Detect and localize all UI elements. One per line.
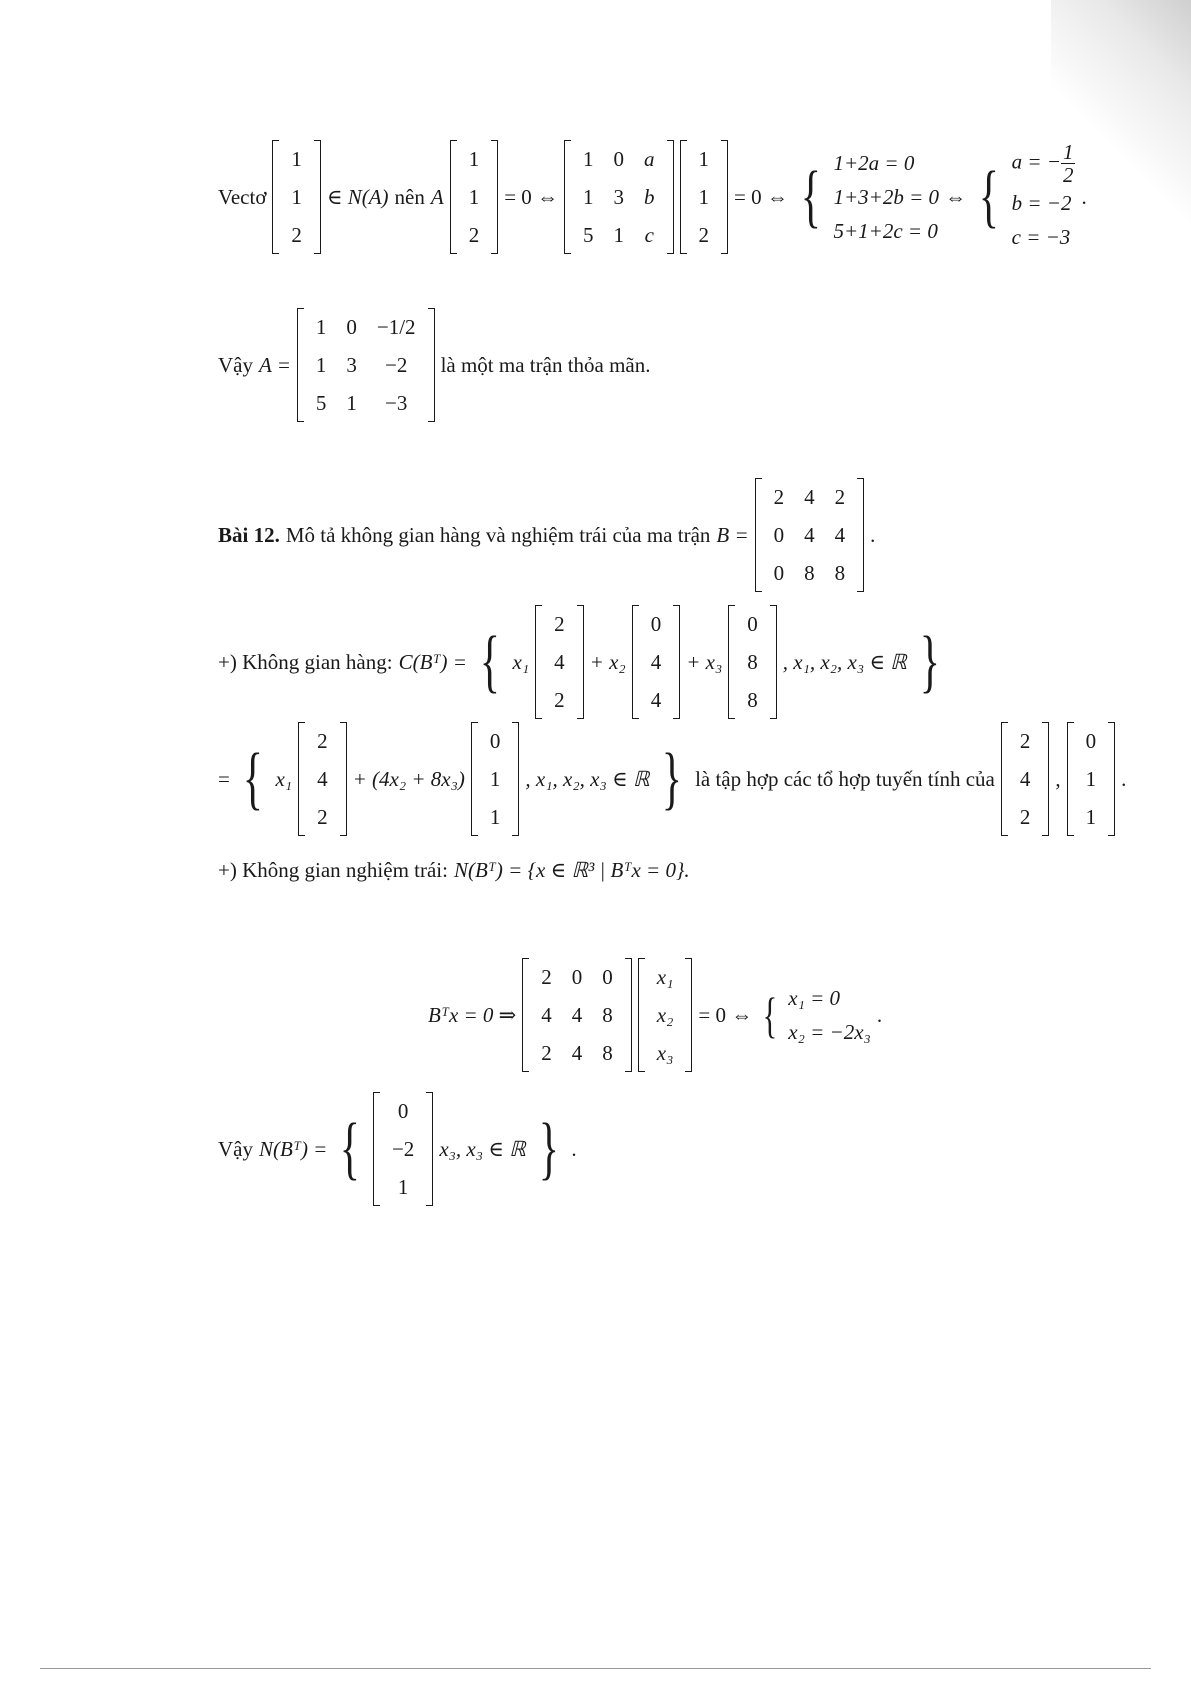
dot: . bbox=[1121, 766, 1127, 791]
matrix-cell: 4 bbox=[317, 767, 328, 791]
matrix-cell: −1/2 bbox=[376, 315, 416, 339]
matrix-cell: 1 bbox=[315, 315, 327, 339]
brace-open-2: { bbox=[242, 740, 263, 817]
matrix-cell: 8 bbox=[804, 561, 815, 585]
exercise-text: Mô tả không gian hàng và nghiệm trái của ma trận bbox=[285, 522, 711, 547]
matrix-cell: 2 bbox=[834, 485, 846, 509]
matrix-cell: 5 bbox=[315, 391, 327, 415]
matrix-A-final bbox=[297, 308, 435, 422]
matrix-cell: 1 bbox=[698, 147, 710, 171]
final-lhs: N(Bᵀ) = bbox=[259, 1136, 328, 1161]
line-vecto bbox=[218, 140, 1093, 254]
page-bottom-edge bbox=[40, 1668, 1151, 1669]
matrix-BT bbox=[522, 958, 632, 1072]
matrix-cell: 4 bbox=[650, 650, 662, 674]
dot: . bbox=[571, 1136, 577, 1161]
matrix-cell: 8 bbox=[834, 561, 846, 585]
system-1 bbox=[834, 146, 940, 248]
matrix-cell: 0 bbox=[613, 147, 625, 171]
brace-left: { bbox=[800, 158, 821, 235]
matrix-cell: x₁ bbox=[656, 965, 674, 989]
matrix-cell: 4 bbox=[650, 688, 662, 712]
matrix-cell: 2 bbox=[1019, 805, 1031, 829]
brace-eqn: { bbox=[763, 987, 778, 1043]
brace-final-close: } bbox=[538, 1110, 559, 1187]
text-eq0: = 0 ⇔ bbox=[504, 184, 559, 209]
vector-x bbox=[638, 958, 693, 1072]
line-row-space bbox=[218, 605, 952, 719]
matrix-cell: 4 bbox=[804, 485, 815, 509]
vector-242-b bbox=[1001, 722, 1050, 836]
matrix-cell: 4 bbox=[554, 650, 565, 674]
matrix-cell: 1 bbox=[613, 223, 625, 247]
matrix-cell: 2 bbox=[554, 612, 565, 636]
eqn-s1: x₁ = 0 bbox=[788, 986, 841, 1010]
eqn-s2: x₂ = −2x₃ bbox=[788, 1020, 871, 1044]
matrix-cell: 1 bbox=[489, 767, 501, 791]
matrix-cell: 1 bbox=[315, 353, 327, 377]
vector-112 bbox=[272, 140, 321, 254]
text-A: A bbox=[430, 184, 444, 209]
line-left-null bbox=[218, 858, 696, 883]
matrix-cell: 5 bbox=[583, 223, 594, 247]
vector-c3 bbox=[728, 605, 777, 719]
vector-c1 bbox=[535, 605, 584, 719]
brace-left-2: { bbox=[978, 158, 999, 235]
sys1-eq2: 1+3+2b = 0 bbox=[833, 185, 940, 209]
matrix-cell: 2 bbox=[541, 965, 552, 989]
matrix-B bbox=[755, 478, 865, 592]
text-tail: là một ma trận thỏa mãn. bbox=[440, 352, 651, 377]
matrix-cell: 2 bbox=[554, 688, 565, 712]
text-nen: nên bbox=[394, 184, 425, 209]
matrix-cell: 4 bbox=[541, 1003, 552, 1027]
matrix-cell: 3 bbox=[613, 185, 625, 209]
final-tail: x₃, x₃ ∈ ℝ bbox=[439, 1136, 526, 1161]
matrix-cell: 2 bbox=[773, 485, 785, 509]
text-in-NA: ∈ N(A) bbox=[326, 184, 389, 209]
matrix-cell: −2 bbox=[385, 353, 408, 377]
text-x3: + x₃ bbox=[686, 649, 723, 674]
matrix-cell: 4 bbox=[1019, 767, 1031, 791]
text-x2: + x₂ bbox=[589, 649, 626, 674]
comma: , bbox=[1055, 766, 1061, 791]
text-cond: , x₁, x₂, x₃ ∈ ℝ bbox=[782, 649, 907, 674]
vector-011 bbox=[471, 722, 520, 836]
matrix-cell: 0 bbox=[602, 965, 613, 989]
matrix-cell: 2 bbox=[1019, 729, 1031, 753]
line-vay-A bbox=[218, 308, 657, 422]
matrix-cell: 0 bbox=[397, 1099, 409, 1123]
matrix-cell: 0 bbox=[1085, 729, 1097, 753]
left-null-label: +) Không gian nghiệm trái: bbox=[218, 858, 448, 882]
matrix-cell: 2 bbox=[541, 1041, 552, 1065]
matrix-cell: 4 bbox=[571, 1003, 583, 1027]
left-null-def: N(Bᵀ) = {x ∈ ℝ³ | Bᵀx = 0}. bbox=[453, 858, 690, 882]
line-final bbox=[218, 1092, 583, 1206]
matrix-cell: 1 bbox=[468, 147, 480, 171]
brace-final-open: { bbox=[340, 1110, 361, 1187]
matrix-cell: 2 bbox=[291, 223, 302, 247]
matrix-cell: x₃ bbox=[656, 1041, 674, 1065]
line-row-space-2 bbox=[218, 722, 1132, 836]
system-eqn bbox=[788, 981, 871, 1049]
vector-112-c bbox=[680, 140, 729, 254]
matrix-cell: a bbox=[644, 147, 655, 171]
text-x1-2: x₁ bbox=[275, 766, 293, 791]
line-bai12 bbox=[218, 478, 881, 592]
vector-242 bbox=[298, 722, 347, 836]
matrix-cell: 8 bbox=[747, 650, 758, 674]
system-solution bbox=[1012, 141, 1076, 254]
matrix-cell: 1 bbox=[291, 147, 302, 171]
vector-c2 bbox=[632, 605, 681, 719]
matrix-cell: 1 bbox=[1085, 805, 1097, 829]
vector-n bbox=[373, 1092, 433, 1206]
matrix-cell: 8 bbox=[602, 1041, 613, 1065]
line-equation bbox=[428, 958, 888, 1072]
matrix-cell: 0 bbox=[489, 729, 501, 753]
matrix-cell: 0 bbox=[773, 523, 785, 547]
matrix-cell: 1 bbox=[583, 185, 594, 209]
matrix-cell: 3 bbox=[346, 353, 357, 377]
matrix-cell: b bbox=[644, 185, 655, 209]
matrix-cell: 1 bbox=[346, 391, 357, 415]
matrix-cell: 1 bbox=[583, 147, 594, 171]
matrix-cell: 0 bbox=[571, 965, 583, 989]
matrix-cell: 0 bbox=[650, 612, 662, 636]
matrix-cell: 0 bbox=[747, 612, 758, 636]
brace-close-2: } bbox=[662, 740, 683, 817]
matrix-cell: 0 bbox=[773, 561, 785, 585]
text-vay: Vậy bbox=[218, 352, 253, 377]
matrix-cell: 1 bbox=[698, 185, 710, 209]
row-space-label: +) Không gian hàng: bbox=[218, 649, 393, 674]
text-x1: x₁ bbox=[512, 649, 530, 674]
matrix-cell: 1 bbox=[489, 805, 501, 829]
matrix-cell: x₂ bbox=[656, 1003, 674, 1027]
matrix-cell: 0 bbox=[346, 315, 357, 339]
sol-b: b = −2 bbox=[1011, 190, 1072, 215]
dot: . bbox=[870, 522, 876, 547]
matrix-cell: 4 bbox=[804, 523, 815, 547]
text-coef: + (4x₂ + 8x₃) bbox=[352, 766, 465, 791]
matrix-cell: 4 bbox=[834, 523, 846, 547]
sys1-eq1: 1+2a = 0 bbox=[833, 151, 915, 175]
text-A-eq: A = bbox=[259, 352, 291, 377]
text-vay-2: Vậy bbox=[218, 1136, 253, 1161]
vector-112-b bbox=[450, 140, 499, 254]
text-cond-2: , x₁, x₂, x₃ ∈ ℝ bbox=[525, 766, 650, 791]
matrix-cell: 2 bbox=[317, 729, 328, 753]
matrix-cell: 2 bbox=[698, 223, 710, 247]
matrix-A-abc bbox=[564, 140, 674, 254]
matrix-cell: 8 bbox=[602, 1003, 613, 1027]
matrix-cell: 2 bbox=[468, 223, 480, 247]
matrix-cell: 1 bbox=[1085, 767, 1097, 791]
text-eq0b: = 0 ⇔ bbox=[734, 184, 788, 209]
dot: . bbox=[876, 1002, 883, 1027]
matrix-cell: c bbox=[644, 223, 654, 247]
sys1-eq3: 5+1+2c = 0 bbox=[833, 219, 938, 243]
sol-c: c = −3 bbox=[1011, 224, 1071, 249]
matrix-cell: 8 bbox=[747, 688, 758, 712]
dot: . bbox=[1081, 184, 1087, 209]
brace-close: } bbox=[919, 623, 940, 700]
text-B-eq: B = bbox=[716, 522, 749, 547]
exercise-label: Bài 12. bbox=[218, 522, 280, 547]
matrix-cell: 4 bbox=[571, 1041, 583, 1065]
text-tail-2: là tập hợp các tổ hợp tuyến tính của bbox=[695, 766, 995, 791]
eqn-eq: = 0 ⇔ bbox=[698, 1002, 753, 1027]
matrix-cell: 2 bbox=[317, 805, 328, 829]
vector-011-b bbox=[1067, 722, 1116, 836]
row-space-lhs: C(Bᵀ) = bbox=[398, 649, 467, 674]
brace-open: { bbox=[479, 623, 500, 700]
eqn-lhs: Bᵀx = 0 ⇒ bbox=[428, 1002, 517, 1027]
text-vecto: Vectơ bbox=[218, 184, 267, 209]
matrix-cell: 1 bbox=[291, 185, 302, 209]
matrix-cell: 1 bbox=[397, 1175, 409, 1199]
matrix-cell: −3 bbox=[385, 391, 408, 415]
sol-a: a = − $\frac{1}{2}$ bbox=[1011, 139, 1074, 187]
text-eq: = bbox=[218, 766, 230, 791]
text-iff: ⇔ bbox=[945, 184, 967, 209]
matrix-cell: 1 bbox=[468, 185, 480, 209]
matrix-cell: −2 bbox=[391, 1137, 415, 1161]
